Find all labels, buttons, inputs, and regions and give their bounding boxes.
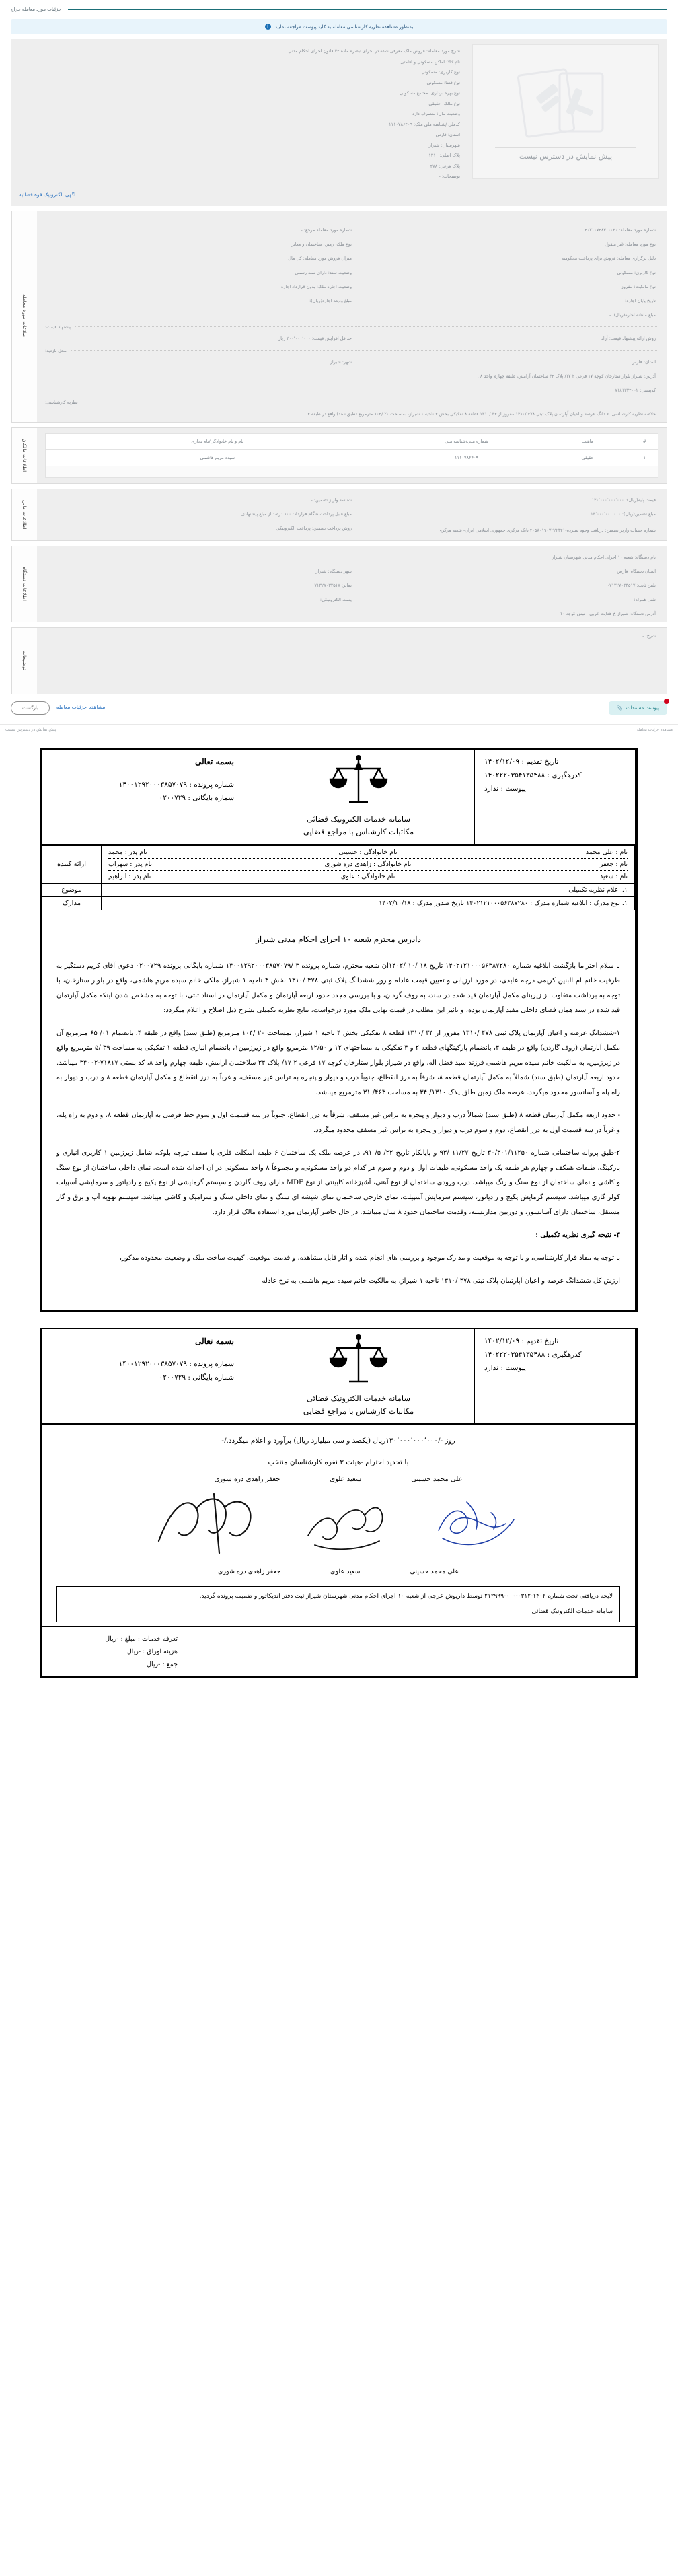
letterhead-left (474, 750, 635, 844)
presenter-father-name: نام پدر : محمد (108, 848, 147, 856)
fees-footer-blank (186, 1627, 635, 1676)
separator-note-right: مشاهده جزئیات معامله (636, 727, 673, 732)
system-name-line2: مکاتبات کارشناس با مراجع قضایی (303, 1406, 414, 1416)
subsection-visit-place (45, 341, 658, 353)
archive-number-value: ۰۲۰۰۷۲۹ (159, 1373, 186, 1382)
judiciary-link-wrap[interactable] (19, 182, 659, 201)
col-index: # (632, 433, 658, 449)
kv-value: شماره مورد معامله: ۴۰۲۱۰۷۴۸۳۰۰۰۲۰ (585, 227, 656, 233)
archive-number-label: شماره بایگانی : (188, 1373, 234, 1382)
addressee-line: دادرس محترم شعبه ۱۰ اجرای احکام مدنی شیراز (256, 934, 421, 944)
letterhead-right (42, 1329, 243, 1423)
kv-value: پست الکترونیکی: - (317, 596, 352, 602)
attachments-badge (664, 699, 669, 704)
tracking-code-value: ۱۴۰۲۲۲۰۳۵۴۱۳۵۴۸۸ (484, 1350, 545, 1359)
section-label-text: اطلاعات مالی (22, 499, 28, 530)
scale-top-knob (356, 755, 361, 760)
address-value: آدرس: شیراز بلوار ستارخان کوچه ۱۷ فرعی ۲ ۱۷/ پلاک ۳۴ ساختمان آرامش، طبقه چهارم واحد ۸ . (477, 373, 656, 379)
col-national-id: شماره ملی/شناسه ملی (389, 433, 544, 449)
expert-name: جعفر زاهدی دره شوری (218, 1567, 280, 1575)
attachment-value: ندارد (484, 784, 499, 793)
bismillah: بسمه تعالی (194, 756, 234, 766)
fee-paper: هزینه اوراق : -ریال (126, 1647, 178, 1655)
kv-value: میزان فروش مورد معامله: کل مال (288, 255, 352, 261)
tracking-code (484, 1348, 626, 1361)
auction-detail-page (0, 0, 678, 724)
letterhead-right (42, 750, 243, 844)
expert-name: جعفر زاهدی دره شوری (214, 1475, 280, 1483)
subject-label: موضوع (42, 883, 102, 896)
cell-index: ۱ (632, 449, 658, 466)
page-bottom-whitespace (0, 1678, 678, 1832)
fee-service: تعرفه خدمات : مبلغ : -ریال (105, 1635, 178, 1643)
table-footer-cell (46, 466, 658, 477)
section-label-text: توضیحات (22, 651, 28, 670)
kv-value: نام دستگاه: شعبه ۱۰ اجرای احکام مدنی شهرستان شیراز (552, 554, 656, 560)
expert-names-row-top (57, 1476, 620, 1486)
documents-cell: ۱. نوع مدرک : ابلاغیه شماره مدرک : ۱۴۰۲۱۲۱۰۰۰۵۶۳۸۷۲۸۰ تاریخ صدور مدرک : ۱۴۰۲/۱۰/۱۸ (102, 896, 635, 910)
table-row-subject (42, 883, 635, 896)
info-icon: i (265, 24, 271, 30)
signature-saeed-alavi (295, 1489, 396, 1563)
kv-value: مبلغ ودیعه اجاره(ریال): - (306, 297, 352, 303)
kv-value: تاریخ پایان اجاره: - (622, 297, 656, 303)
letterhead (42, 750, 635, 845)
hero-line: کدملی /شناسه ملی ملک: ۱۱۱۰۷۸۶۴۰۹ (389, 121, 460, 127)
col-full-name: نام و نام خانوادگی/نام تجاری (46, 433, 389, 449)
kv-value: شهر دستگاه: شیراز (315, 568, 352, 574)
letterhead-left (474, 1329, 635, 1423)
case-number-label: شماره پرونده : (189, 1359, 234, 1368)
documents-label: مدارک (42, 896, 102, 910)
financial-kv-grid (45, 495, 658, 535)
bismillah: بسمه تعالی (194, 1336, 234, 1346)
kv-value: استان: فارس (631, 359, 656, 365)
agency-kv-grid (45, 552, 658, 616)
hero-line: نام کالا: اماکن مسکونی و اقامتی (400, 59, 460, 65)
separator-note-left: پیش نمایش در دسترس نیست (5, 727, 57, 732)
submission-date (484, 1334, 626, 1348)
submission-date-value: ۱۴۰۲/۱۲/۰۹ (484, 757, 520, 766)
col-nature: ماهیت (544, 433, 632, 449)
attachments-button[interactable] (609, 701, 667, 715)
kv-value (45, 312, 352, 318)
kv-value: شناسه واریز تضمین: - (311, 497, 352, 503)
presenter-last-name: نام خانوادگی : علوی (340, 872, 396, 880)
scale-beam-ornament (354, 761, 363, 770)
paperclip-icon: 📎 (617, 705, 623, 711)
judiciary-announcement-link[interactable]: آگهی الکترونیک قوه قضائیه (19, 191, 76, 198)
presenter-row (108, 859, 628, 871)
kv-value: مبلغ ماهانه اجاره(ریال): - (609, 312, 656, 318)
letterhead-center (243, 750, 474, 844)
attachments-label: پیوست مستندات (626, 705, 659, 711)
breadcrumb-label: جزئیات مورد معامله حراج (11, 7, 62, 12)
attachment-label: پیوست : (500, 784, 526, 793)
section-label-text: اطلاعات مالکان (22, 438, 28, 472)
section-label-notes (11, 628, 37, 694)
hero-line: پلاک اصلی: ۱۳۱۰ (428, 153, 460, 158)
presenter-last-name: نام خانوادگی : حسینی (338, 848, 398, 856)
section-label-transaction-info (11, 211, 37, 422)
archive-number-label: شماره بایگانی : (188, 793, 234, 802)
kv-value: وضعیت اجاره ملک: بدون قرارداد اجاره (280, 283, 352, 289)
attachment-label: پیوست : (500, 1363, 526, 1372)
preview-thumbnail (472, 44, 659, 179)
owners-table (45, 433, 658, 478)
info-banner (11, 19, 667, 34)
tracking-code-label: کدرهگیری : (547, 1350, 582, 1359)
submission-date-label: تاریخ تقدیم : (521, 1336, 559, 1345)
hero-line: نوع بهره برداری: مجتمع مسکونی (400, 90, 460, 96)
kv-value: قیمت پایه(ریال): ۱۳۰٬۰۰۰٬۰۰۰٬۰۰۰ (591, 497, 656, 503)
expert-opinion-grid (45, 405, 658, 417)
signature-area (42, 1447, 635, 1586)
fee-total: جمع : -ریال (147, 1660, 178, 1668)
case-number (51, 768, 234, 791)
kv-value: نمابر: ۰۷۱۳۲۷۰۳۳۵۱۷ (311, 582, 352, 588)
hero-line: شرح مورد معامله: فروش ملک معرفی شده در اجرای تبصره ماده ۳۴ قانون اجرای احکام مدنی (288, 48, 460, 54)
section-label-financial-info (11, 489, 37, 540)
tracking-code (484, 768, 626, 782)
cell-nature: حقیقی (544, 449, 632, 466)
letter-paragraph: - حدود اربعه مکمل آپارتمان قطعه ۸ (طبق سند) شمالاً درب و دیوار و پنجره به تراس غیر مسقف، شرقاً به درز انقطاع، جنوباً در سه قسمت اول و سوم خط فرضی به آپارتمان قطعه ۸، و دوم به راه پله، و غرباً در سه قسمت اول به درز انقطاع، دوم و سوم درب و دیوار و پنجره به تراس غیر مسقف محدود میگردد. (57, 1111, 620, 1134)
subsection-expert-opinion (45, 393, 658, 405)
transaction-kv-grid (45, 221, 658, 318)
presenter-father-name: نام پدر : ابراهیم (108, 872, 151, 880)
hero-line: نوع فضا: مسکونی (426, 79, 460, 85)
handwritten-signatures (57, 1486, 620, 1568)
kv-value: وضعیت سند: دارای سند رسمی (295, 269, 352, 275)
expert-name: علی محمد حسینی (411, 1475, 463, 1483)
section-label-text: اطلاعات دستگاه (22, 567, 28, 601)
fees-block (42, 1627, 186, 1676)
hero-line: نوع مالک: حقیقی (428, 100, 460, 106)
letter-paragraph: با سلام احتراما بازگشت ابلاغیه شماره ۱۴۰۲۱۲۱۰۰۰۵۶۳۸۷۲۸۰ تاریخ ۱۸ /۱۰ /۱۴۰۲آن شعبه محترم، شماره پرونده ۳ /۱۴۰۰۱۲۹۲۰۰۰۳۸۵۷۰۷۹ شماره بایگانی پرونده ۰۲۰۰۷۲۹ دعوی آقای کریم دستگیر به طرفیت خانم ام البنین کریمی درجه عابدی، در مورد ارزیابی و تعیین قیمت عادله و روز ششدانگ پلاک ثبتی ۴۷۸ /۱۳۱۰ بخش ۴ ناحیه ۱ شیراز، ملکی خانم سیده مریم هاشمی، واقع در بلوار ستارخان، با توجه به برداشت متفاوت از زیربنای مکمل آپارتمان قید شده در سند، به روف گردان، و با بررسی مجدد حدود اربعه آپارتمان و مکمل آپارتمان در اسناد ثبتی، با توجه به مشخص شدن اینکه مکمل آپارتمان قید شده در سند همان فضای داخلی مفید آپارتمان بوده، و تاثیر این مطلب در قیمت نهایی ملک مورد درخواست، نتایج نظریه تکمیلی بشرح ذیل اصلاح و اعلام میگردد: (57, 962, 620, 1014)
kv-value: حداقل افزایش قیمت: ۲۰۰٬۰۰۰٬۰۰۰ ریال (277, 335, 352, 341)
letterhead-page2 (42, 1329, 635, 1425)
kv-value: نوع ملک: زمین، ساختمان و معابر (291, 241, 352, 247)
action-bar (11, 701, 667, 715)
case-number-value: ۱۴۰۰۱۲۹۲۰۰۰۳۸۵۷۰۷۹ (118, 780, 188, 789)
section-owners-info (11, 427, 667, 484)
kv-value: دلیل برگزاری معامله: فروش برای پرداخت محکومیه (561, 255, 656, 261)
expert-name: سعید علوی (330, 1475, 362, 1483)
subsection-label: نظریه کارشناسی: (45, 399, 78, 405)
expert-summary-value: خلاصه نظریه کارشناسی: ۶ دانگ عرصه و اعیان آپارتمان پلاک ثبتی ۴۷۸ /۱۳۱۰ مفروز از ۳۴ /۱۳۱۰ قطعه ۸ تفکیکی بخش ۴ ناحیه ۱ شیراز، بمساحت ۲۰ /۱۰۴ مترمربع (طبق سند) واقع در طبقه ۴. (306, 410, 656, 417)
system-name-line2: مکاتبات کارشناس با مراجع قضایی (303, 826, 414, 836)
kv-value: نوع مالکیت: مفروز (621, 283, 656, 289)
parties-table (42, 845, 635, 910)
subsection-price-offer (45, 318, 658, 330)
price-offer-kv-grid (45, 330, 658, 341)
kv-value: مبلغ تضمین(ریال): ۱۳٬۰۰۰٬۰۰۰٬۰۰۰ (591, 511, 656, 517)
hero-line: استان: فارس (435, 132, 460, 137)
fees-footer (42, 1626, 635, 1676)
hero-line: شهرستان: شیراز (428, 142, 460, 148)
system-name-line1: سامانه خدمات الکترونیک قضائی (307, 814, 410, 824)
section-financial-info (11, 489, 667, 541)
table-row (46, 449, 658, 466)
view-details-link[interactable]: مشاهده جزئیات معامله (56, 704, 106, 710)
hero-line: نوع کاربری: مسکونی (421, 69, 460, 75)
table-row-presenter (42, 845, 635, 883)
section-notes (11, 627, 667, 694)
subsection-label: محل بازدید: (45, 347, 67, 353)
section-label-agency-info (11, 546, 37, 622)
scale-beam-ornament (354, 1340, 363, 1349)
table-footer-row (46, 466, 658, 477)
scale-top-knob (356, 1334, 361, 1340)
hero-panel (11, 39, 667, 206)
scales-of-justice-icon (326, 1334, 391, 1392)
tracking-code-value: ۱۴۰۲۲۲۰۳۵۴۱۳۵۴۸۸ (484, 771, 545, 779)
case-number (51, 1348, 234, 1371)
court-letter-page-2 (0, 1318, 678, 1839)
letter-paragraph: ارزش کل ششدانگ عرصه و اعیان آپارتمان پلاک ثبتی ۴۷۸ /۱۳۱۰ ناحیه ۱ شیراز، به مالکیت خانم سیده مریم هاشمی به نرخ عادله (262, 1277, 620, 1285)
kv-value: تلفن همراه: - (631, 596, 656, 602)
presenter-father-name: نام پدر : سهراب (108, 860, 153, 868)
back-button[interactable]: بازگشت (11, 701, 50, 715)
kv-value: شهر: شیراز (330, 359, 352, 365)
divider (71, 350, 658, 351)
section-agency-info (11, 546, 667, 622)
closing-line: با تجدید احترام -هیئت ۳ نفره کارشناسان منتخب (268, 1458, 409, 1466)
hero-line: پلاک فرعی: ۴۷۸ (430, 163, 460, 169)
table-header-row (46, 433, 658, 449)
section-transaction-info (11, 211, 667, 423)
breadcrumb (0, 0, 678, 15)
submission-date-value: ۱۴۰۲/۱۲/۰۹ (484, 1336, 520, 1345)
hero-description-list (19, 44, 464, 182)
presenter-first-name: نام : جعفر (599, 860, 628, 868)
info-banner-text: بمنظور مشاهده نظریه کارشناسی معامله به کلید پیوست مراجعه نمایید (274, 24, 414, 30)
visit-place-kv-grid (45, 353, 658, 393)
tracking-code-label: کدرهگیری : (547, 771, 582, 779)
kv-value: شماره مورد معامله مرجع: - (301, 227, 352, 233)
letter-paragraph: با توجه به مفاد قرار کارشناسی، و با توجه به موقعیت و مدارک موجود و بررسی های انجام شده و آثار قابل مشاهده، و قدمت موقعیت، کیفیت ساخت ملک و وضعیت محدوده مذکور، (119, 1254, 620, 1262)
registration-stamp (57, 1586, 620, 1622)
kv-value: روش پرداخت تضمین: پرداخت الکترونیکی (276, 525, 352, 531)
presenter-row (108, 871, 628, 880)
kv-value: شماره حساب واریز تضمین: دریافت وجوه سپرده-۴۰۵۸۰۱۹۰۷۲۲۲۳۴۱ بانک مرکزی جمهوری اسلامی ایران- شعبه مرکزی (438, 527, 656, 533)
stamp-system-name: سامانه خدمات الکترونیک قضائی (531, 1608, 613, 1615)
kv-value: نوع مورد معامله: غیر منقول (605, 241, 656, 247)
attachment-status (484, 782, 626, 795)
page-separator (0, 724, 678, 739)
breadcrumb-rule (68, 9, 667, 10)
hero-line: وضعیت مال: متصرف دارد (412, 111, 460, 116)
expert-name: علی محمد حسینی (410, 1567, 459, 1575)
table-row-documents (42, 896, 635, 910)
expert-name: سعید علوی (330, 1567, 361, 1575)
case-number-label: شماره پرونده : (189, 780, 234, 789)
signature-jafar-zahedi (149, 1489, 264, 1563)
notes-value: شرح: - (642, 633, 656, 639)
section-label-owners-info (11, 428, 37, 483)
kv-value: آدرس دستگاه: شیراز خ هدایت غربی - نبش کوچه ۱۰ (560, 610, 656, 616)
letter-paragraph: ۱-ششدانگ عرصه و اعیان آپارتمان پلاک ثبتی ۴۷۸ /۱۳۱۰ مفروز از ۳۴ /۱۳۱۰ قطعه ۸ تفکیکی بخش ۴ ناحیه ۱ شیراز، بمساحت ۲۰ /۱۰۴ مترمربع (طبق سند) واقع در طبقه ۴، بانضمام ۰۱/ ۶۵ مترمربع آن مکمل آپارتمان (روف گاردن) واقع در طبقه ۴، بانضمام پارکینگهای قطعه ۲ و ۴ تفکیکی به مساحتهای ۱۲ و ۱۲/۵۰ مترمربع واقع در زیرزمین۱، بانضمام انباری قطعه ۱ تفکیکی به مساحت ۳۹ /۵ مترمربع واقع در زیرزمین، به مالکیت خانم سیده مریم هاشمی فرزند سید فضل اله، واقع در شیراز بلوار ستارخان کوچه ۱۷ فرعی ۲ ۱۷/ پلاک ۳۴ سلاختمان آرامش، طبقه چهارم واحد ۸، کد پستی ۷۱۸۱۷-۳۴۰۰۲ میباشد. حدود اربعه آپارتمان (طبق سند) شمالاً به مکمل آپارتمان قطعه ۸، شرقاً به درز انقطاع، جنوباً درب و دیوار و پنجره به تراس غیر مسقف، و غرباً به درز انقطاع و مکمل آپارتمان قطعه ۸ و درب و دیوار به راه پله و آسانسور محدود میگردد. عرصه ملک زمین طلق پلاک ۱۳۱۰/ ۳۴ به مساحت ۴۶۳/ ۳۱ مترمربع میباشد. (57, 1029, 620, 1096)
system-name-line1: سامانه خدمات الکترونیک قضائی (307, 1393, 410, 1403)
subsection-label: پیشنهاد قیمت: (45, 324, 71, 330)
cell-full-name: سیده مریم هاشمی (46, 449, 389, 466)
archive-number (51, 791, 234, 805)
letterhead-center (243, 1329, 474, 1423)
hero-line: توضیحات: - (439, 174, 460, 179)
postal-code-value: کدپستی: ۷۱۸۱۲۳۴۰۰۲ (615, 387, 656, 393)
letter-body (42, 910, 635, 1310)
scales-of-justice-icon (326, 755, 391, 813)
subject-cell: ۱. اعلام نظریه تکمیلی (102, 883, 635, 896)
presenter-first-name: نام : علی محمد (585, 848, 628, 856)
registration-text: لایحه دریافتی تحت شماره ۱۴۰۲-۰۳۱۲-۰۰۰-۲۱۲۹۹۹ توسط داریوش عرجی از شعبه ۱۰ اجرای احکام مدنی شهرستان شیراز ثبت دفتر اندیکاتور و ضمیمه پرونده گردید. (199, 1592, 613, 1600)
presenter-row (108, 849, 628, 859)
kv-value: مبلغ قابل پرداخت هنگام قرارداد: ۱۰۰ درصد از مبلغ پیشنهادی (241, 511, 352, 517)
valuation-amount-line: روز -/۱۳۰٬۰۰۰٬۰۰۰٬۰۰۰ریال (یکصد و سی میلیارد ریال) برآورد و اعلام میگردد./- (221, 1436, 455, 1445)
thumb-caption: پیش نمایش در دسترس نیست (519, 152, 613, 161)
kv-value: روش ارائه پیشنهاد قیمت: آزاد (601, 335, 656, 341)
attachment-value: ندارد (484, 1363, 499, 1372)
signature-ali-mohammad-hosseini (426, 1489, 527, 1563)
attachment-status (484, 1361, 626, 1375)
gavel-document-icon (515, 63, 616, 143)
presenter-last-name: نام خانوادگی : زاهدی دره شوری (324, 860, 412, 868)
presenter-label: ارائه کننده (42, 845, 102, 883)
section-label-text: اطلاعات مورد معامله (22, 293, 28, 339)
cell-national-id: ۱۱۱۰۷۸۶۴۰۹ (389, 449, 544, 466)
letter-subheading: ۳- نتیجه گیری نظریه تکمیلی : (535, 1231, 620, 1239)
case-number-value: ۱۴۰۰۱۲۹۲۰۰۰۳۸۵۷۰۷۹ (118, 1359, 188, 1368)
archive-number-value: ۰۲۰۰۷۲۹ (159, 793, 186, 802)
submission-date-label: تاریخ تقدیم : (521, 757, 559, 766)
archive-number (51, 1371, 234, 1384)
divider (75, 326, 658, 327)
thumb-divider (495, 147, 636, 148)
letter-paragraph: ۲-طبق پروانه ساختمانی شماره ۳۰/۳۰۱/۱۱۲۵۰ تاریخ ۱۱/۲۷ /۹۳ و پایانکار تاریخ ۲۲/ ۵/ ۹۱، در عرصه ملک یک ساختمان ۶ طبقه اسکلت فلزی با سقف تیرچه بلوک، شامل زیرزمین ۱ کاربری انباری و پارکینگ، طبقات همکف و چهارم هر طبقه یک واحد مسکونی، طبقات اول و دوم و سوم هر کدام دو واحد مسکونی، و مجموعاً ۸ واحد مسکونی در آن احداث شده است. نمای داخلی ساختمان از نوع سنگ و کاشی و نمای ساختمان از نوع سنگ و رنگ میباشد. درب ورودی ساختمان از نوع آهنی، آشپزخانه کابینتی از نوع MDF دارای روف گاردن و سیستم گرمایشی از نوع پکیج و رادیاتور و سرمایشی آسپیلت کولر گازی میباشد. سیستم گرمایش پکیج و رادیاتور، سیستم سرمایش آسپیلت، نمای خارجی ساختمان نمای شیشه ای سنگ و نمای داخلی سنگ و سرامیک و کاشی میباشد. سیستم تهویه آب و برق و گاز مستقل، ساختمان دارای آسانسور، و دوربین مداربسته، وقدمت ساختمان حدود ۸ سال میباشد. در حال حاضر آپارتمان مورد استفاده مالک قرار دارد. (57, 1149, 620, 1216)
expert-names-row-bottom (57, 1568, 620, 1582)
submission-date (484, 755, 626, 768)
presenter-first-name: نام : سعید (599, 872, 628, 880)
kv-value: تلفن ثابت: ۰۷۱۳۲۷۰۳۳۵۱۷ (607, 582, 656, 588)
kv-value: نوع کاربری: مسکونی (617, 269, 656, 275)
kv-value: استان دستگاه: فارس (617, 568, 656, 574)
court-letter-page-1 (0, 739, 678, 1318)
presenter-cell (102, 845, 635, 883)
